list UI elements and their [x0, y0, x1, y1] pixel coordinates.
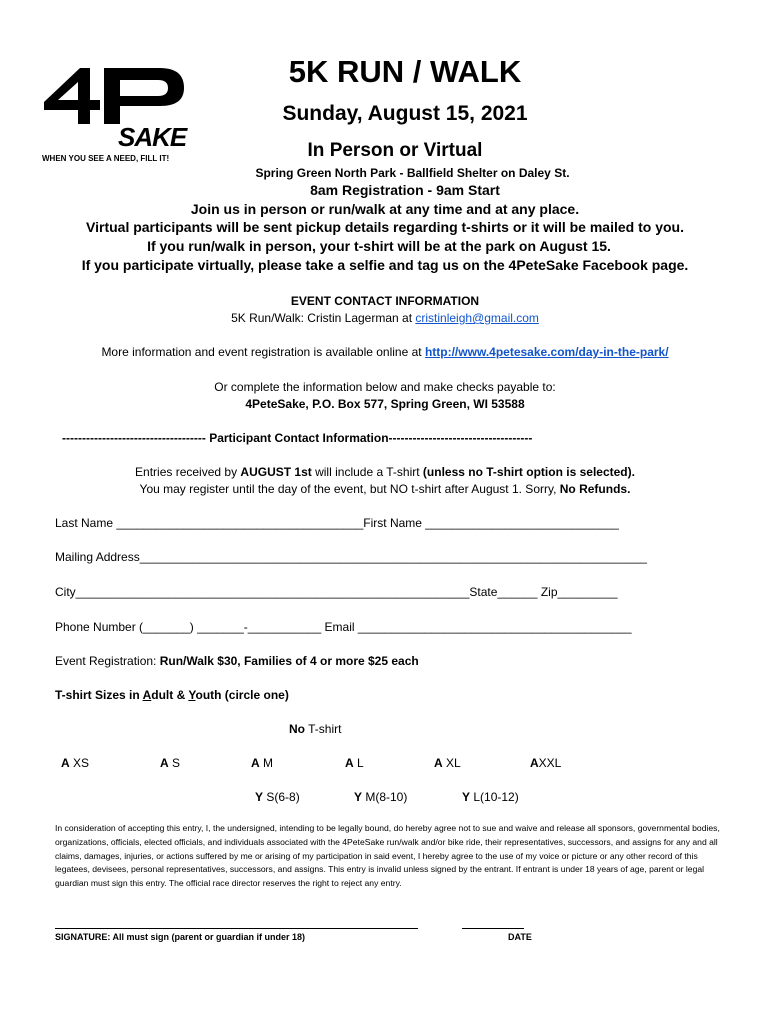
- tshirt-heading-a: T-shirt Sizes in: [55, 688, 143, 702]
- size-label: M: [259, 756, 274, 770]
- tshirt-heading: [55, 688, 289, 702]
- size-prefix: A: [345, 756, 354, 770]
- size-youth-s[interactable]: [255, 790, 300, 804]
- size-label: S(6-8): [263, 790, 300, 804]
- intro-line-1: Join us in person or run/walk at any time and at any place.: [190, 201, 580, 217]
- no-tshirt-option[interactable]: [289, 722, 341, 736]
- liability-waiver: In consideration of accepting this entry, I, the undersigned, intending to be legally bound, do hereby agree not to sue and waive and release all sponsors, governmental bodies, organizations, officials, elected officials, and individuals associated with the 4PeteSake run/walk and/or bike ride, their representatives, successors, and assigns for any and all claims, damages, injuries, or actions suffered by me or arising of my participation in said event, I hereby agree to the use of my voice or picture or any other record of this legatees, devisees, personal representatives, successors, and assigns. This entry is invalid unless signed by the entrant. If entrant is under 18 years of age, parent or legal guardian must sign this entry. The official race director reserves the right to reject any entry.: [55, 823, 720, 889]
- checks-text: Or complete the information below and make checks payable to:: [214, 380, 556, 394]
- phone-email-field[interactable]: Phone Number (_______) _______-___________ Email _________________________________________: [55, 620, 632, 634]
- tshirt-heading-adult-initial: A: [142, 688, 152, 702]
- size-adult-xs[interactable]: [61, 756, 89, 770]
- entries-text-c: will include a T-shirt: [311, 465, 423, 479]
- intro-line-4: If you participate virtually, please take a selfie and tag us on the 4PeteSake Facebook page.: [81, 257, 689, 273]
- size-prefix: A: [530, 756, 539, 770]
- size-label: S: [168, 756, 181, 770]
- entries-text-d: (unless no T-shirt option is selected).: [422, 465, 635, 479]
- tshirt-heading-e: outh (circle one): [195, 688, 289, 702]
- size-adult-xl[interactable]: [434, 756, 461, 770]
- registration-time: 8am Registration - 9am Start: [310, 182, 500, 198]
- size-prefix: Y: [255, 790, 264, 804]
- tshirt-heading-youth-initial: Y: [188, 688, 196, 702]
- tshirt-heading-c: dult &: [151, 688, 189, 702]
- size-prefix: A: [160, 756, 169, 770]
- size-prefix: Y: [354, 790, 363, 804]
- size-youth-l[interactable]: [462, 790, 519, 804]
- date-line[interactable]: [462, 928, 524, 929]
- entries-line-2: [0, 482, 770, 496]
- contact-heading: EVENT CONTACT INFORMATION: [290, 294, 480, 308]
- registration-url-link[interactable]: http://www.4petesake.com/day-in-the-park/: [424, 345, 669, 359]
- size-prefix: Y: [462, 790, 471, 804]
- section-divider: ------------------------------------ Participant Contact Information------------------------------------: [62, 431, 533, 445]
- size-label: XS: [69, 756, 90, 770]
- entries-text-a: Entries received by: [135, 465, 241, 479]
- logo-sake: SAKE: [118, 122, 187, 152]
- size-label: XXL: [538, 756, 562, 770]
- size-adult-s[interactable]: [160, 756, 180, 770]
- no-tshirt-text: T-shirt: [305, 722, 342, 736]
- event-registration: [55, 654, 419, 668]
- city-state-zip-field[interactable]: City___________________________________________________________State______ Zip_________: [55, 585, 618, 599]
- no-refunds: No Refunds.: [559, 482, 631, 496]
- size-adult-l[interactable]: [345, 756, 364, 770]
- size-prefix: A: [251, 756, 260, 770]
- checks-address: 4PeteSake, P.O. Box 577, Spring Green, WI 53588: [245, 397, 525, 411]
- event-location: Spring Green North Park - Ballfield Shelter on Daley St.: [255, 166, 570, 180]
- no-tshirt-bold: No: [289, 722, 305, 736]
- size-label: XL: [442, 756, 461, 770]
- contact-label: 5K Run/Walk: Cristin Lagerman at: [231, 311, 416, 325]
- page-title: 5K RUN / WALK: [288, 54, 522, 89]
- signature-label: SIGNATURE: All must sign (parent or guardian if under 18): [55, 932, 306, 942]
- entries-text-e: You may register until the day of the event, but NO t-shirt after August 1. Sorry,: [139, 482, 560, 496]
- size-youth-m[interactable]: [354, 790, 407, 804]
- contact-line: [0, 311, 770, 325]
- name-fields[interactable]: Last Name _____________________________________First Name _____________________________: [55, 516, 619, 530]
- size-adult-m[interactable]: [251, 756, 273, 770]
- size-prefix: A: [434, 756, 443, 770]
- contact-email-link[interactable]: cristinleigh@gmail.com: [415, 311, 539, 325]
- mailing-address-field[interactable]: Mailing Address____________________________________________________________________________: [55, 550, 647, 564]
- event-date: Sunday, August 15, 2021: [282, 102, 528, 125]
- size-label: L(10-12): [470, 790, 519, 804]
- logo-tagline: WHEN YOU SEE A NEED, FILL IT!: [42, 154, 170, 163]
- size-prefix: A: [61, 756, 70, 770]
- intro-line-2: Virtual participants will be sent pickup details regarding t-shirts or it will be mailed to you.: [86, 219, 684, 235]
- event-registration-price: Run/Walk $30, Families of 4 or more $25 each: [159, 654, 419, 668]
- more-info-line: [0, 345, 770, 359]
- date-label: DATE: [508, 932, 532, 942]
- entries-line-1: [0, 465, 770, 479]
- event-mode: In Person or Virtual: [307, 140, 483, 161]
- size-adult-xxl[interactable]: [530, 756, 561, 770]
- entries-deadline: AUGUST 1st: [240, 465, 312, 479]
- intro-line-3: If you run/walk in person, your t-shirt will be at the park on August 15.: [147, 238, 611, 254]
- more-info-text: More information and event registration is available online at: [101, 345, 425, 359]
- signature-line[interactable]: [55, 928, 418, 929]
- size-label: L: [353, 756, 364, 770]
- size-label: M(8-10): [362, 790, 408, 804]
- event-registration-label: Event Registration:: [55, 654, 160, 668]
- 4petesake-logo: [42, 66, 192, 166]
